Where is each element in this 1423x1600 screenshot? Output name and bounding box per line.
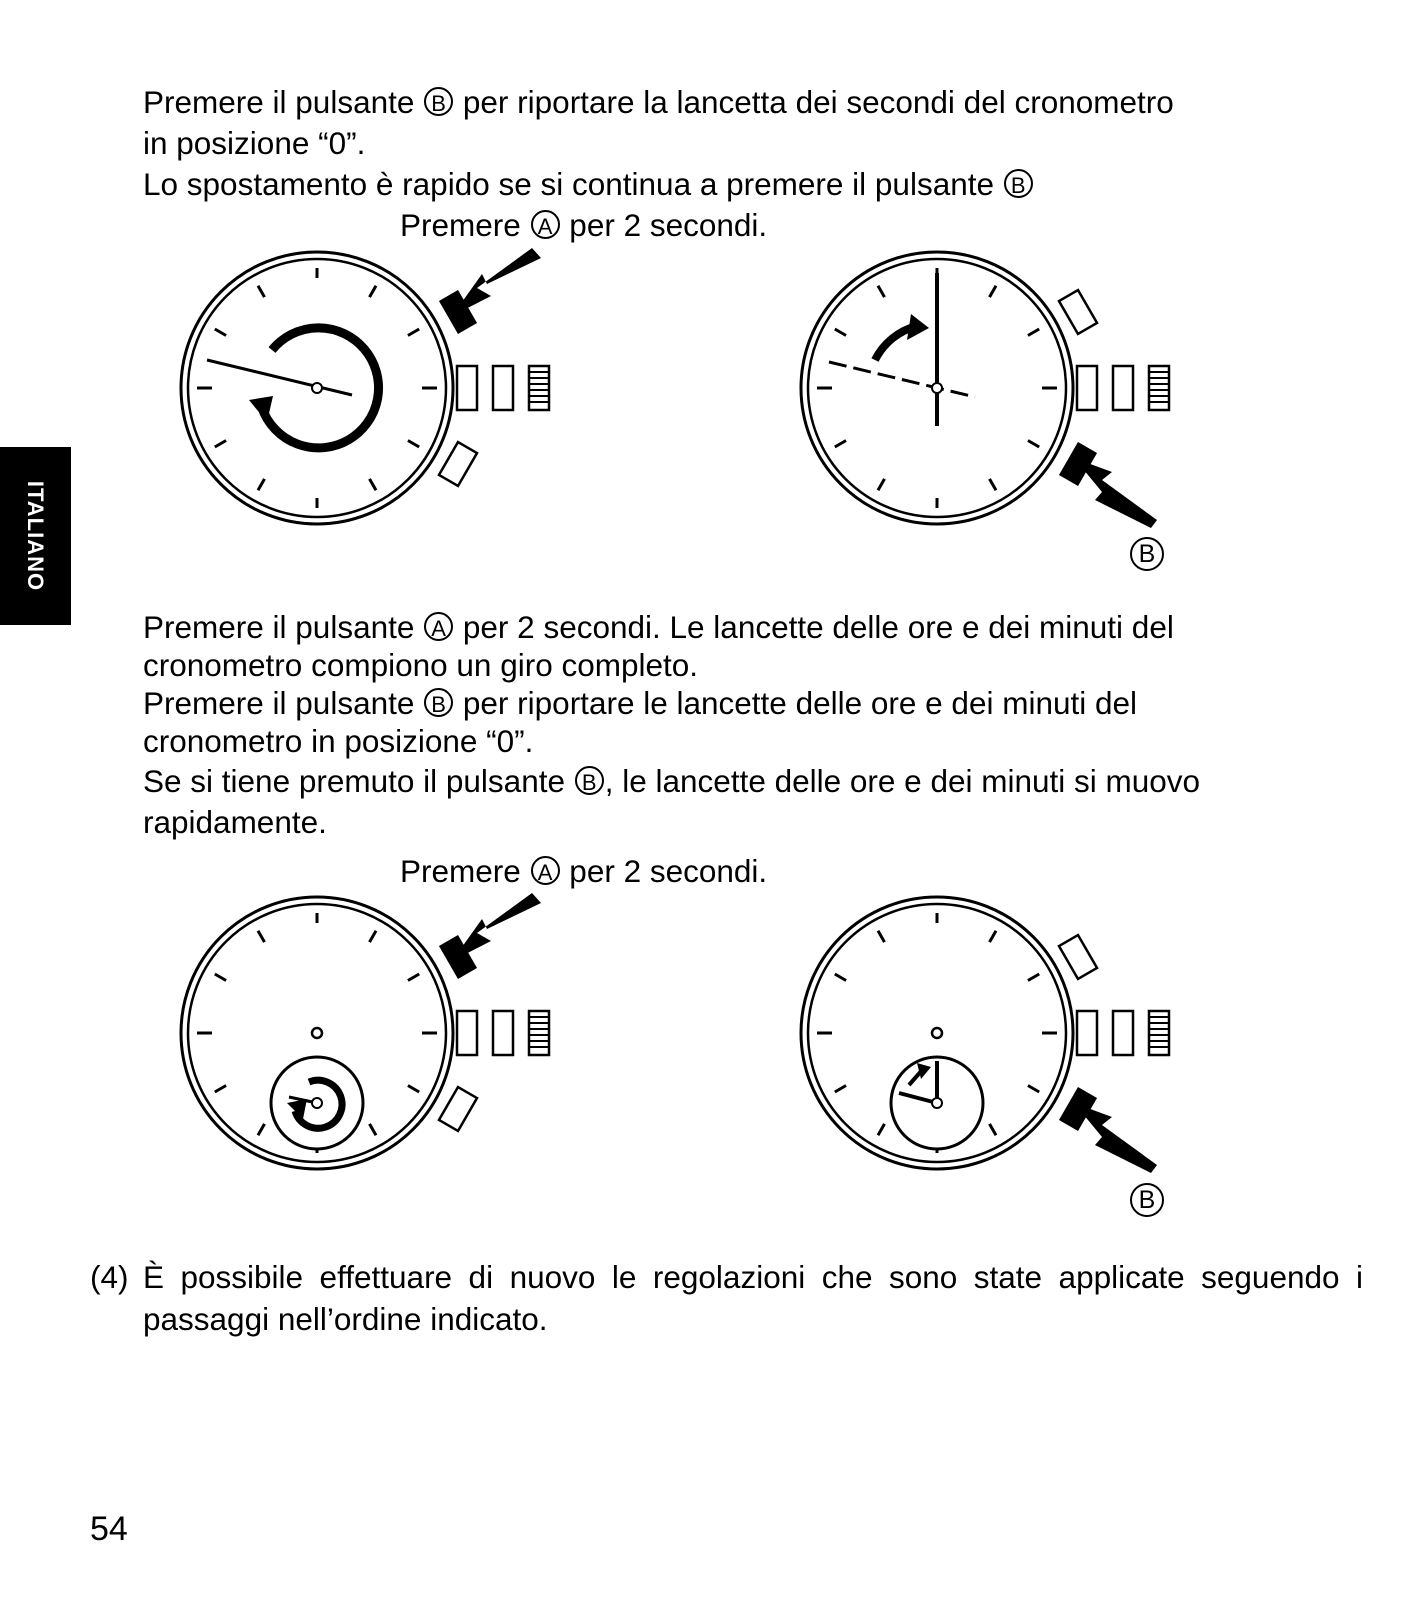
instruction-line: cronometro in posizione “0”. xyxy=(143,723,534,759)
text-run: per 2 secondi. xyxy=(560,853,768,889)
instruction-line: in posizione “0”. xyxy=(143,125,366,161)
text-run: per 2 secondi. Le lancette delle ore e dei minuti del xyxy=(454,609,1174,645)
text-run: Premere il pulsante xyxy=(143,609,424,645)
page-number: 54 xyxy=(90,1510,128,1548)
button-a-symbol: A xyxy=(424,612,453,641)
text-run: per 2 secondi. xyxy=(560,207,768,243)
text-run: Lo spostamento è rapido se si continua a premere il pulsante xyxy=(143,166,1003,202)
instruction-line: rapidamente. xyxy=(143,804,327,840)
item-number: (4) xyxy=(90,1259,129,1295)
item-text: È possibile effettuare di nuovo le regolazioni che sono state applicate seguendo i passaggi nell’ordine indicato. xyxy=(143,1259,1363,1337)
watch-diagrams-hour-minute-reset xyxy=(160,885,1200,1225)
text-run: , le lancette delle ore e dei minuti si muovo xyxy=(604,763,1201,799)
watch-diagrams-seconds-reset xyxy=(160,240,1200,580)
instruction-line xyxy=(143,684,1137,722)
instruction-paragraph xyxy=(143,83,1174,121)
button-b-label: B xyxy=(1130,537,1164,571)
watch-face-left xyxy=(181,248,549,524)
button-a-symbol: A xyxy=(531,210,560,239)
button-b-symbol: B xyxy=(575,766,604,795)
instruction-line xyxy=(143,608,1174,646)
text-run: per riportare le lancette delle ore e dei minuti del xyxy=(454,685,1138,721)
instruction-line xyxy=(143,165,1034,203)
button-b-symbol: B xyxy=(424,87,453,116)
button-b-label: B xyxy=(1130,1183,1164,1217)
text-run: Premere il pulsante xyxy=(143,84,424,120)
instruction-line: cronometro compiono un giro completo. xyxy=(143,647,699,683)
text-run: per riportare la lancetta dei secondi del cronometro xyxy=(454,84,1174,120)
button-b-symbol: B xyxy=(1004,169,1033,198)
watch-face-right xyxy=(801,252,1169,528)
button-b-symbol: B xyxy=(424,688,453,717)
watch-face-right xyxy=(801,897,1169,1173)
text-run: Premere il pulsante xyxy=(143,685,424,721)
instruction-line xyxy=(143,762,1200,800)
text-run: Se si tiene premuto il pulsante xyxy=(143,763,574,799)
text-run: Premere xyxy=(400,853,530,889)
watch-face-left xyxy=(181,893,549,1169)
diagram-caption xyxy=(400,206,767,244)
language-tab-label: ITALIANO xyxy=(23,480,48,592)
button-a-symbol: A xyxy=(531,856,560,885)
text-run: Premere xyxy=(400,207,530,243)
